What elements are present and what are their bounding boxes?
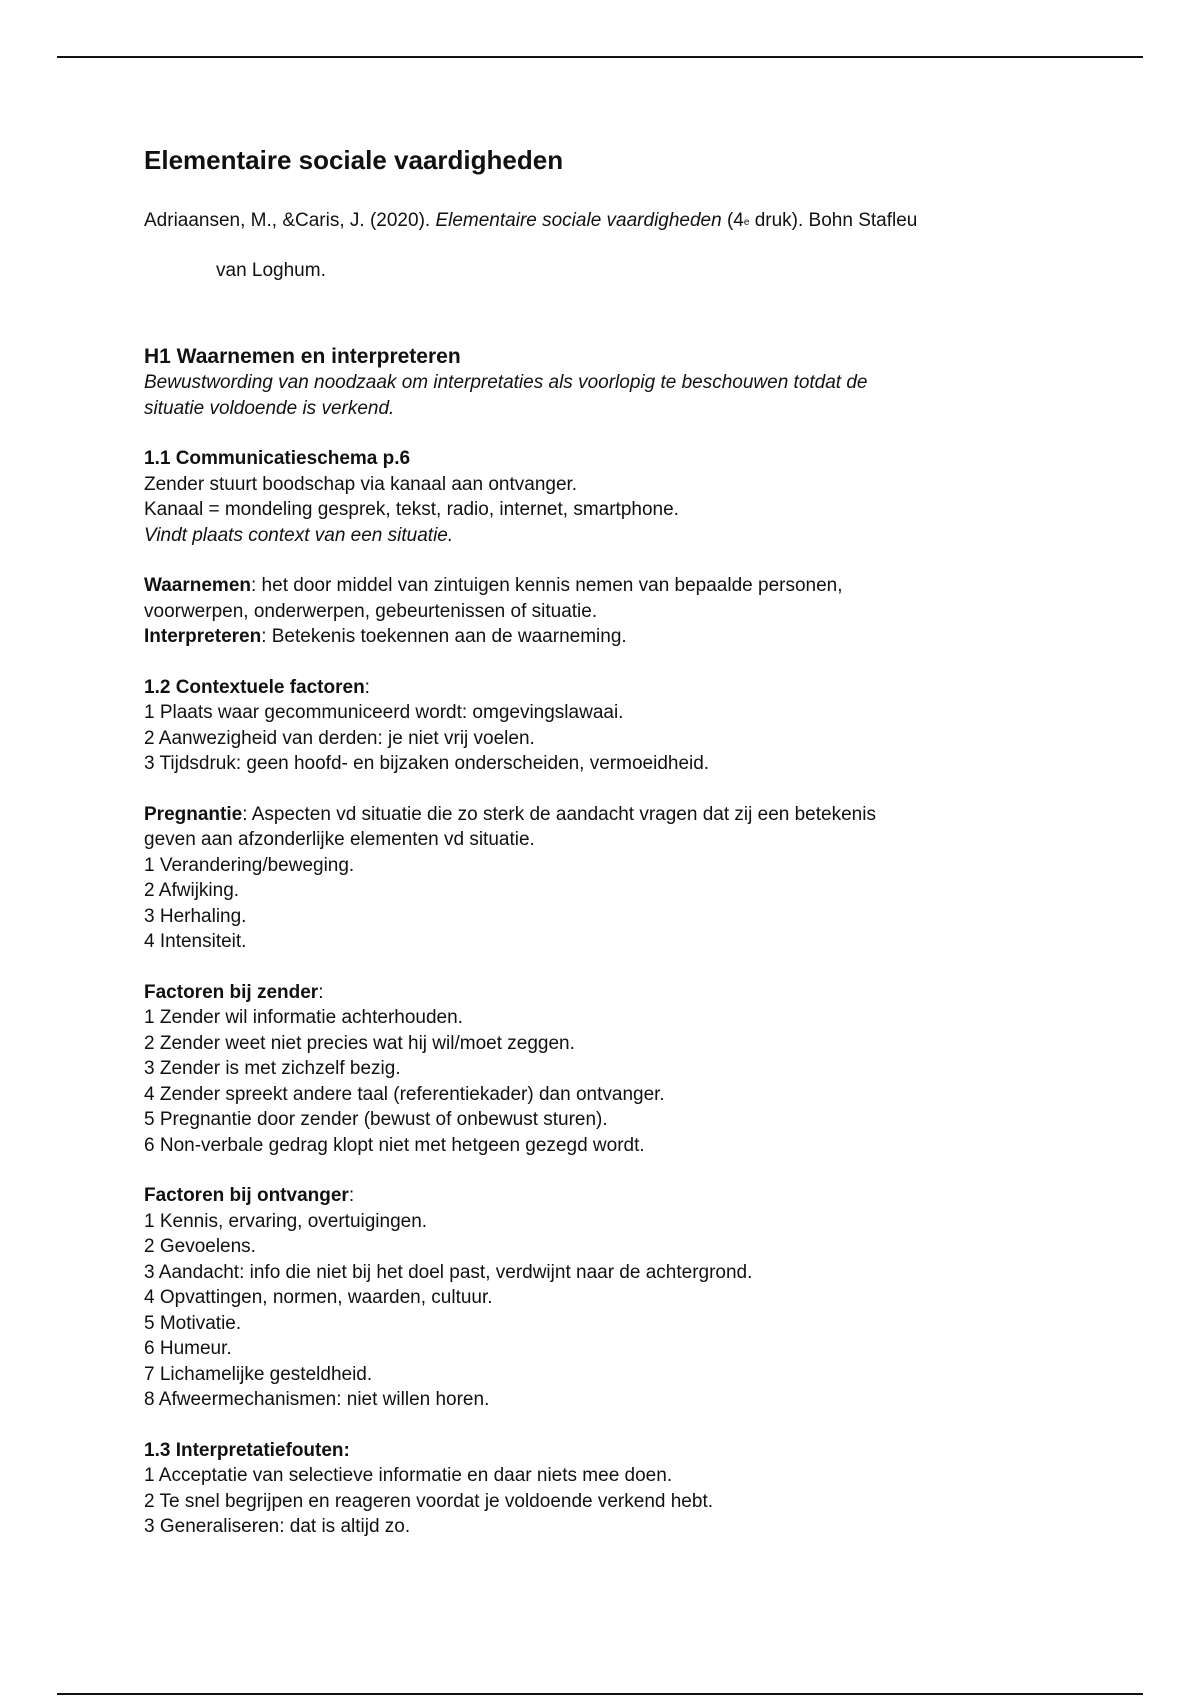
section-1-1-heading: 1.1 Communicatieschema p.6 [144,448,411,469]
list-item: 2 Aanwezigheid van derden: je niet vrij voelen. [144,727,535,749]
bottom-rule [57,1693,1143,1695]
zender-heading: Factoren bij zender: [144,981,324,1003]
list-item: 1 Acceptatie van selectieve informatie en daar niets mee doen. [144,1465,673,1486]
list-item: 2 Afwijking. [144,880,240,901]
list-item: 5 Motivatie. [144,1312,242,1334]
reference-continuation: van Loghum. [216,260,326,281]
list-item: 5 Pregnantie door zender (bewust of onbewust sturen). [144,1109,608,1130]
list-item: 6 Humeur. [144,1338,232,1359]
list-item: 1 Plaats waar gecommuniceerd wordt: omgevingslawaai. [144,702,624,723]
reference-citation: Adriaansen, M., &Caris, J. (2020). Elementaire sociale vaardigheden (4e druk). Bohn Stafleu [144,210,918,231]
list-item: 8 Afweermechanismen: niet willen horen. [144,1389,490,1410]
list-item: 4 Opvattingen, normen, waarden, cultuur. [144,1287,493,1308]
document-page [144,143,1074,1540]
ontvanger-section [144,1183,1074,1413]
section-1-3-heading: 1.3 Interpretatiefouten: [144,1439,350,1461]
reference-book-title: Elementaire sociale vaardigheden [435,210,722,231]
definitions: Waarnemen: het door middel van zintuigen kennis nemen van bepaalde personen, voorwerpen, onderwerpen, gebeurtenissen of situatie. Interpreteren: Betekenis toekennen aan de waarneming. [144,573,1074,650]
section-1-1: 1.1 Communicatieschema p.6 Zender stuurt boodschap via kanaal aan ontvanger. Kanaal = mondeling gesprek, tekst, radio, internet, smartphone. Vindt plaats context van een situatie. [144,446,1074,548]
section-1-3 [144,1438,1074,1540]
section-1-2-heading: 1.2 Contextuele factoren: [144,676,370,698]
list-item: 1 Kennis, ervaring, overtuigingen. [144,1210,428,1232]
zender-section [144,980,1074,1159]
chapter-heading: H1 Waarnemen en interpreteren [144,345,461,368]
list-item: 6 Non-verbale gedrag klopt niet met hetgeen gezegd wordt. [144,1134,645,1156]
definition-interpreteren: Interpreteren: Betekenis toekennen aan de waarneming. [144,626,627,647]
list-item: 3 Herhaling. [144,905,247,927]
list-item: 4 Intensiteit. [144,931,247,952]
list-item: 3 Tijdsdruk: geen hoofd- en bijzaken onderscheiden, vermoeidheid. [144,753,710,774]
list-item: 4 Zender spreekt andere taal (referentiekader) dan ontvanger. [144,1083,665,1105]
section-1-2 [144,675,1074,777]
list-item: 2 Te snel begrijpen en reageren voordat je voldoende verkend hebt. [144,1490,713,1512]
list-item: 1 Verandering/beweging. [144,854,355,876]
list-item: 3 Aandacht: info die niet bij het doel past, verdwijnt naar de achtergrond. [144,1261,753,1283]
page-title: Elementaire sociale vaardigheden [144,145,564,175]
chapter-intro: Bewustwording van noodzaak om interpretaties als voorlopig te beschouwen totdat de situatie voldoende is verkend. [144,372,868,419]
pregnantie-section: Pregnantie: Aspecten vd situatie die zo sterk de aandacht vragen dat zij een betekenis geven aan afzonderlijke elementen vd situatie. 1 Verandering/beweging. 2 Afwijking. 3 Herhaling. 4 Intensiteit. [144,802,1074,955]
list-item: 7 Lichamelijke gesteldheid. [144,1363,373,1385]
ontvanger-heading: Factoren bij ontvanger: [144,1185,355,1206]
list-item: 3 Zender is met zichzelf bezig. [144,1058,401,1079]
top-rule [57,56,1143,58]
list-item: 2 Gevoelens. [144,1236,256,1257]
list-item: 1 Zender wil informatie achterhouden. [144,1007,463,1028]
list-item: 2 Zender weet niet precies wat hij wil/moet zeggen. [144,1032,575,1054]
definition-waarnemen: Waarnemen: het door middel van zintuigen kennis nemen van bepaalde personen, [144,575,843,596]
list-item: 3 Generaliseren: dat is altijd zo. [144,1516,411,1537]
